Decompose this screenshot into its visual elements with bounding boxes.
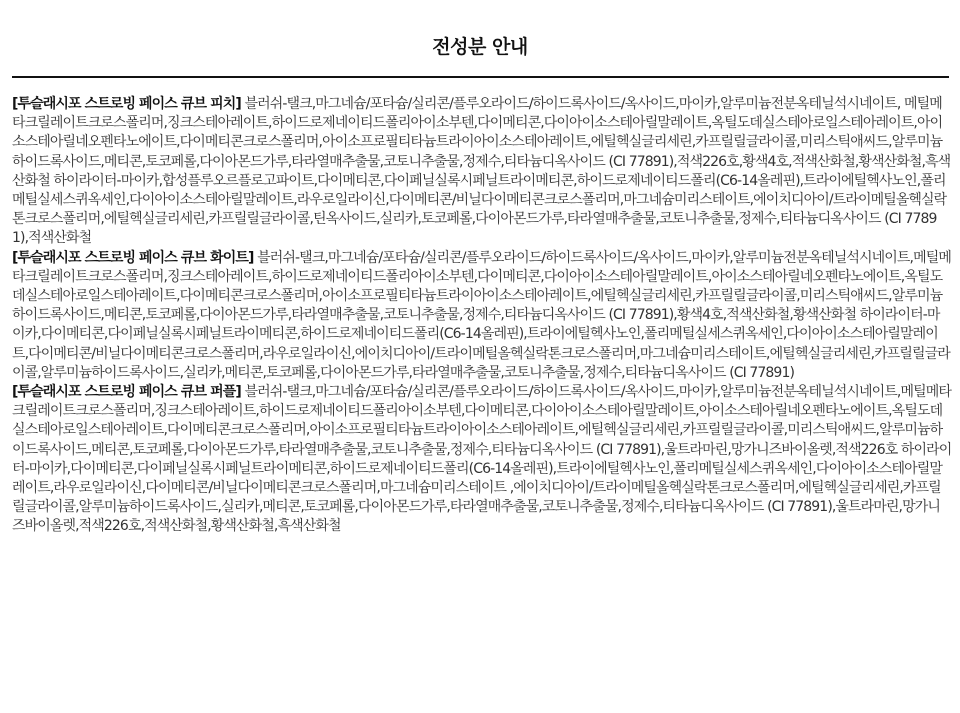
product-name-purple: [투슬래시포 스트로빙 페이스 큐브 퍼플] (12, 384, 241, 401)
ingredients-content (12, 95, 952, 537)
product-block-peach (12, 95, 952, 249)
page-title: 전성분 안내 (432, 36, 528, 58)
product-name-peach: [투슬래시포 스트로빙 페이스 큐브 피치] (12, 96, 241, 112)
title-divider (12, 76, 949, 78)
product-block-purple (12, 383, 952, 537)
product-ingredients-peach: 블러쉬-탤크,마그네슘/포타슘/실리콘/플루오라이드/하이드록사이드/옥사이드,마이카,알루미늄전분옥테닐석시네이트, 메틸메타크릴레이트크로스폴리머,징크스테아레이트,하이드로제네이티드폴리아이소부텐,다이메티콘,다이아이소스테아릴말레이트,옥틸도데실스테아로일스테아레이트,아이소스테아릴네오펜타노에이트,다이메티콘크로스폴리머,아이소프로필티타늄트라이아이소스테아레이트,에틸헥실글리세린,카프릴릴글라이콜,미리스틱애씨드,알루미늄하이드록사이드,메티콘,토코페롤,다이아몬드가루,타라열매추출물,코토니추출물,정제수,티타늄디옥사이드 (CI 77891),적색226호,황색4호,적색산화철,황색산화철,흑색산화철 하이라이터-마이카,합성플루오르플로고파이트,다이메티콘,다이페닐실록시페닐트라이메티콘,하이드로제네이티드폴리(C6-14올레핀),트라이에틸헥사노인,폴리메틸실세스퀴옥세인,다이아이소스테아릴말레이트,라우로일라이신,다이메티콘/비닐다이메티콘크로스폴리머,마그네슘미리스테이트,에이치디아이/트라이메틸올헥실락톤크로스폴리머,에틸헥실글리세린,카프릴릴글라이콜,틴옥사이드,실리카,토코페롤,다이아몬드가루,타라열매추출물,코토니추출물,정제수,티타늄디옥사이드 (CI 77891),적색산화철 (12, 96, 951, 247)
product-name-white: [투슬래시포 스트로빙 페이스 큐브 화이트] (12, 249, 254, 266)
product-ingredients-purple: 블러쉬-탤크,마그네슘/포타슘/실리콘/플루오라이드/하이드록사이드/옥사이드,마이카,알루미늄전분옥테닐석시네이트,메틸메타크릴레이트크로스폴리머,징크스테아레이트,하이드로제네이티드폴리아이소부텐,다이메티콘,다이아이소스테아릴말레이트,아이소스테아릴네오펜타노에이트,옥틸도데실스테아로일스테아레이트,다이메티콘크로스폴리머,아이소프로필티타늄트라이아이소스테아레이트,에틸헥실글리세린,카프릴릴글라이콜,미리스틱애씨드,알루미늄하이드록사이드,메티콘,토코페롤,다이아몬드가루,타라열매추출물,코토니추출물,정제수,티타늄디옥사이드 (CI 77891),울트라마린,망가니즈바이올렛,적색226호 하이라이터-마이카,다이메티콘,다이페닐실록시페닐트라이메티콘,하이드로제네이티드폴리(C6-14올레핀),트라이에틸헥사노인,폴리메틸실세스퀴옥세인,다이아이소스테아릴말레이트,라우로일라이신,다이메티콘/비닐다이메티콘크로스폴리머,마그네슘미리스테이트 ,에이치디아이/트라이메틸올헥실락톤크로스폴리머,에틸헥실글리세린,카프릴릴글라이콜,알루미늄하이드록사이드,실리카,메티콘,토코페롤,다이아몬드가루,타라열매추출물,코토니추출물,정제수,티타늄디옥사이드 (CI 77891),울트라마린,망가니즈바이올렛,적색226호,적색산화철,황색산화철,흑색산화철 (12, 384, 952, 535)
product-ingredients-white: 블러쉬-탤크,마그네슘/포타슘/실리콘/플루오라이드/하이드록사이드/옥사이드,마이카,알루미늄전분옥테닐석시네이트,메틸메타크릴레이트크로스폴리머,징크스테아레이트,하이드로제네이티드폴리아이소부텐,다이메티콘,다이아이소스테아릴말레이트,아이소스테아릴네오펜타노에이트,옥틸도데실스테아로일스테아레이트,다이메티콘크로스폴리머,아이소프로필티타늄트라이아이소스테아레이트,에틸헥실글리세린,카프릴릴글라이콜,미리스틱애씨드,알루미늄하이드록사이드,메티콘,토코페롤,다이아몬드가루,타라열매추출물,코토니추출물,정제수,티타늄디옥사이드 (CI 77891),황색4호,적색산화철,황색산화철 하이라이터-마이카,다이메티콘,다이페닐실록시페닐트라이메티콘,하이드로제네이티드폴리(C6-14올레핀),트라이에틸헥사노인,폴리메틸실세스퀴옥세인,다이아이소스테아릴말레이트,다이메티콘/비닐다이메티콘크로스폴리머,라우로일라이신,에이치디아이/트라이메틸올헥실락톤크로스폴리머,마그네슘미리스테이트,에틸헥실글리세린,카프릴릴글라이콜,알루미늄하이드록사이드,실리카,메티콘,토코페롤,다이아몬드가루,타라열매추출물,코토니추출물,정제수,티타늄디옥사이드 (CI 77891) (12, 249, 951, 381)
product-block-white (12, 249, 952, 383)
